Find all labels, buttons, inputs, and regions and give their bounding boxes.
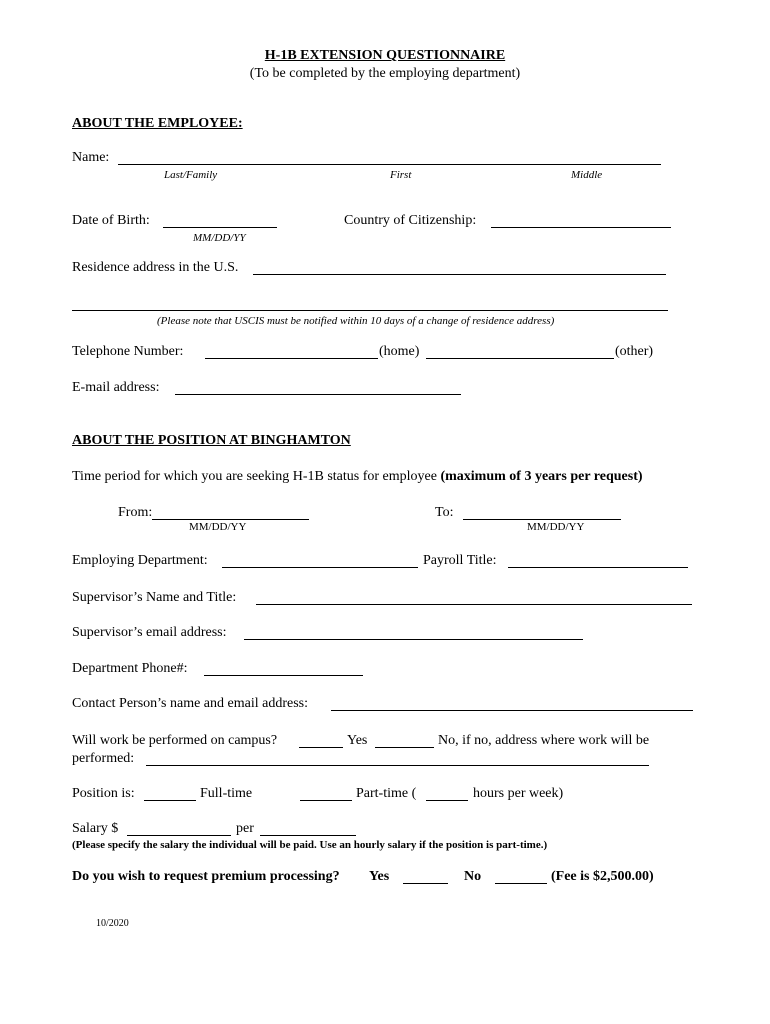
dob-label: Date of Birth: <box>72 213 150 228</box>
parttime-label: Part-time ( <box>356 786 417 801</box>
dob-sub: MM/DD/YY <box>193 232 246 244</box>
residence-field-line2[interactable] <box>72 296 668 311</box>
phone-other-label: (other) <box>615 344 654 359</box>
supervisor-email-label: Supervisor’s email address: <box>72 625 227 640</box>
premium-question: Do you wish to request premium processing? <box>72 869 340 884</box>
premium-fee: (Fee is $2,500.00) <box>551 869 654 884</box>
payroll-label: Payroll Title: <box>423 553 497 568</box>
phone-label: Telephone Number: <box>72 344 184 359</box>
premium-yes-label: Yes <box>369 869 390 884</box>
campus-yes-field[interactable] <box>299 733 343 748</box>
to-date-field[interactable] <box>463 505 621 520</box>
from-date-field[interactable] <box>152 505 309 520</box>
to-date-sub: MM/DD/YY <box>527 521 585 533</box>
hours-label: hours per week) <box>473 786 564 801</box>
dept-label: Employing Department: <box>72 553 208 568</box>
performed-address-field[interactable] <box>146 751 649 766</box>
premium-yes-field[interactable] <box>403 869 448 884</box>
footer-date: 10/2020 <box>96 918 129 929</box>
email-label: E-mail address: <box>72 380 160 395</box>
period-text-bold: (maximum of 3 years per request) <box>440 469 643 484</box>
period-text <box>72 469 643 485</box>
salary-amount-field[interactable] <box>127 821 231 836</box>
salary-per-label: per <box>236 821 254 836</box>
from-label: From: <box>118 505 153 520</box>
phone-other-field[interactable] <box>426 344 614 359</box>
citizenship-label: Country of Citizenship: <box>344 213 477 228</box>
residence-field-line1[interactable] <box>253 260 666 275</box>
parttime-field[interactable] <box>300 786 352 801</box>
supervisor-email-field[interactable] <box>244 625 583 640</box>
supervisor-field[interactable] <box>256 590 692 605</box>
form-subtitle: (To be completed by the employing department) <box>249 66 521 81</box>
phone-home-field[interactable] <box>205 344 378 359</box>
contact-label: Contact Person’s name and email address: <box>72 696 308 711</box>
hours-field[interactable] <box>426 786 468 801</box>
fulltime-label: Full-time <box>200 786 253 801</box>
salary-note: (Please specify the salary the individual will be paid. Use an hourly salary if the position is part-time.) <box>72 839 548 851</box>
dept-phone-label: Department Phone#: <box>72 661 188 676</box>
name-label: Name: <box>72 150 110 165</box>
position-section-heading: ABOUT THE POSITION AT BINGHAMTON <box>72 433 351 448</box>
name-sub-middle: Middle <box>571 169 603 181</box>
campus-yes-label: Yes <box>347 733 368 748</box>
dept-field[interactable] <box>222 553 418 568</box>
name-field[interactable] <box>118 150 661 165</box>
residence-label: Residence address in the U.S. <box>72 260 239 275</box>
name-sub-first: First <box>390 169 412 181</box>
phone-home-label: (home) <box>379 344 420 359</box>
employee-section-heading: ABOUT THE EMPLOYEE: <box>72 116 243 131</box>
salary-label: Salary $ <box>72 821 119 836</box>
campus-no-label: No, if no, address where work will be <box>438 733 650 748</box>
form-title: H-1B EXTENSION QUESTIONNAIRE <box>264 48 506 63</box>
supervisor-label: Supervisor’s Name and Title: <box>72 590 237 605</box>
period-text-plain: Time period for which you are seeking H-1B status for employee <box>72 469 437 484</box>
campus-question: Will work be performed on campus? <box>72 733 278 748</box>
dob-field[interactable] <box>163 213 277 228</box>
performed-label: performed: <box>72 751 135 766</box>
citizenship-field[interactable] <box>491 213 671 228</box>
campus-no-field[interactable] <box>375 733 434 748</box>
email-field[interactable] <box>175 380 461 395</box>
position-is-label: Position is: <box>72 786 135 801</box>
name-sub-last: Last/Family <box>164 169 218 181</box>
from-date-sub: MM/DD/YY <box>189 521 247 533</box>
to-label: To: <box>435 505 454 520</box>
residence-note: (Please note that USCIS must be notified within 10 days of a change of residence address) <box>157 315 555 327</box>
dept-phone-field[interactable] <box>204 661 363 676</box>
premium-no-field[interactable] <box>495 869 547 884</box>
fulltime-field[interactable] <box>144 786 196 801</box>
premium-no-label: No <box>464 869 482 884</box>
contact-field[interactable] <box>331 696 693 711</box>
payroll-field[interactable] <box>508 553 688 568</box>
salary-period-field[interactable] <box>260 821 356 836</box>
